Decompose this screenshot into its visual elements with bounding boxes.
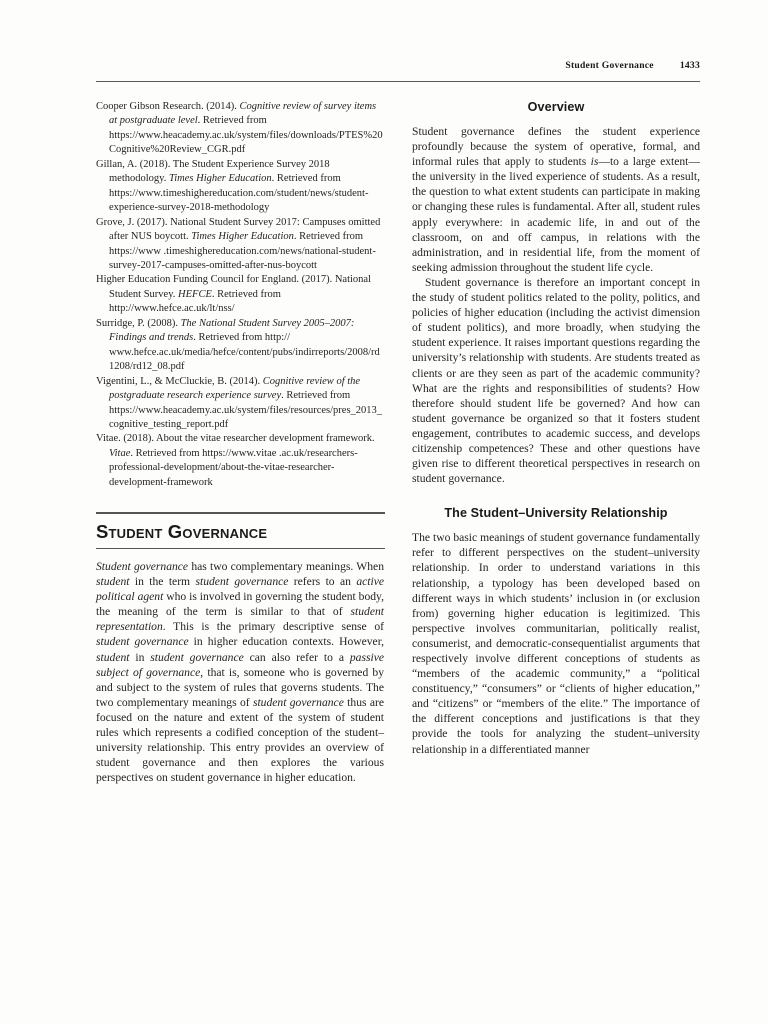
body-paragraph: Student governance is therefore an important concept in the study of student politics related to the polity, politics, and policies of higher education (including the activist dimension of student politics), and more broadly, when studying the student experience. It raises important questions regarding the university’s relationship with students. Are students treated as clients or are they seen as part of the academic community? What are the rights and responsibilities of students? How therefore should student life be governed? And how can student governance be organized so that it fosters student engagement, contributes to academic success, and develops citizenship competences? These and other questions have given rise to different theoretical perspectives in research on student governance. [412, 275, 700, 486]
two-column-body [96, 100, 700, 1000]
page-number: 1433 [679, 60, 700, 71]
section-heading-student-university-relationship: The Student–University Relationship [444, 506, 668, 521]
reference-item: Grove, J. (2017). National Student Survey 2017: Campuses omitted after NUS boycott. Times Higher Education. Retrieved from https://www .timeshighereducation.com/news/national-student-survey-2017-campuses-omitted-after-nus-boycott [96, 216, 381, 271]
body-paragraph: The two basic meanings of student governance fundamentally refer to different perspectives on the student–university relationship. In order to understand variations in this relationship, a typology has been developed based on different ways in which students’ inclusion in (or exclusion from) governing higher education is legitimized. This perspective involves communitarian, politically realist, consumerist, and democratic-consequentialist arguments that respectively involve different conceptions of students as “members of the academic community,” a “political constituency,” “consumers” or “clients of higher education,” and “citizens” or “members of the elite.” The importance of the different conceptions and justifications is that they provide the tools for analyzing the student–university relationship in a differentiated manner [412, 531, 700, 756]
body-paragraph: Student governance has two complementary meanings. When student in the term student governance refers to an active political agent who is involved in governing the student body, the meaning of the term is similar to that of student representation. This is the primary descriptive sense of student governance in higher education contexts. However, student in student governance can also refer to a passive subject of governance, that is, someone who is governed by and subject to the system of rules that governs students. The two complementary meanings of student governance thus are focused on the nature and extent of the system of student rules which represents a codified conception of the student–university relationship. This entry provides an overview of student governance and then explores the various perspectives on student governance in higher education. [96, 560, 384, 785]
header-rule [96, 81, 700, 82]
entry-title-block [96, 512, 384, 549]
page-title: Student Governance [96, 520, 268, 542]
entry-rule-bottom [96, 548, 385, 549]
left-column [96, 100, 384, 1000]
reference-item: Higher Education Funding Council for England. (2017). National Student Survey. HEFCE. Retrieved from http://www.hefce.ac.uk/lt/nss/ [96, 274, 371, 315]
reference-item: Vigentini, L., & McCluckie, B. (2014). Cognitive review of the postgraduate research experience survey. Retrieved from https://www.heacademy.ac.uk/system/files/resources/pres_2013_cognitive_testing_report.pdf [96, 375, 383, 430]
reference-item: Surridge, P. (2008). The National Student Survey 2005–2007: Findings and trends. Retrieved from http:// www.hefce.ac.uk/media/hefce/content/pubs/indirreports/2008/rd1208/rd12_08.pdf [96, 317, 380, 373]
reference-list [96, 100, 384, 490]
reference-item: Gillan, A. (2018). The Student Experience Survey 2018 methodology. Times Higher Education. Retrieved from https://www.timeshighereducation.com/student/news/student-experience-survey-2018-methodology [96, 158, 369, 214]
section-heading-overview: Overview [527, 100, 585, 114]
entry-rule-top [96, 512, 385, 513]
reference-item: Cooper Gibson Research. (2014). Cognitive review of survey items at postgraduate level. Retrieved from https://www.heacademy.ac.uk/system/files/downloads/PTES%20Cognitive%20Review_CGR.pdf [96, 101, 383, 156]
reference-item: Vitae. (2018). About the vitae researcher development framework. Vitae. Retrieved from https://www.vitae .ac.uk/researchers-professional-development/about-the-vitae-researcher-development-framework [96, 433, 375, 488]
running-head [96, 60, 700, 71]
running-head-title: Student Governance [565, 60, 654, 71]
body-paragraph: Student governance defines the student experience profoundly because the system of operative, formal, and informal rules that apply to students is—to a large extent—the university in the lived experience of students. As a result, the question to what extent students can participate in making or changing these rules is fundamental. After all, student rules apply everywhere: in academic life, in and out of the classroom, on and off campus, in relations with the administration, and in residential life, from the moment of seeking admission throughout the student life cycle. [412, 125, 700, 274]
right-column [412, 100, 700, 1000]
